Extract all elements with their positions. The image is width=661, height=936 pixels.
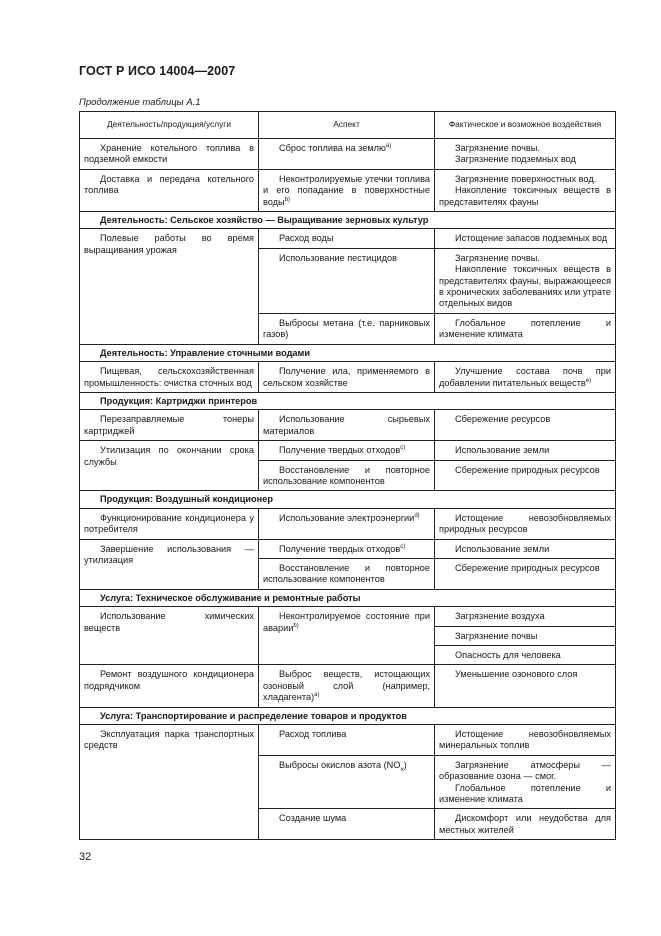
activity-cell: Утилизация по окончании срока службы: [80, 441, 259, 491]
aspect-cell: Использование пестицидов: [259, 248, 435, 313]
section-heading: Деятельность: Управление сточными водами: [80, 344, 616, 361]
aspect-cell: Получение ила, применяемого в сельском хозяйстве: [259, 362, 435, 393]
aspect-cell: Создание шума: [259, 809, 435, 840]
aspect-cell: Неконтролируемые утечки топлива и его попадание в поверхностные воды$^{b)}$: [259, 169, 435, 211]
table-row: [80, 169, 616, 211]
page-number: 32: [79, 851, 92, 863]
section-heading: Услуга: Техническое обслуживание и ремонтные работы: [80, 589, 616, 606]
aspect-cell: Использование сырьевых материалов: [259, 410, 435, 441]
impact-cell: Истощение запасов подземных вод: [435, 229, 616, 248]
impact-cell: Сбережение природных ресурсов: [435, 558, 616, 589]
activity-cell: Эксплуатация парка транспортных средств: [80, 725, 259, 840]
column-header: Аспект: [259, 112, 435, 139]
table-row: [80, 362, 616, 393]
section-heading: Продукция: Воздушный кондиционер: [80, 491, 616, 508]
impact-cell: Улучшение состава почв при добавлении питательных веществ$^{e)}$: [435, 362, 616, 393]
section-heading: Продукция: Картриджи принтеров: [80, 392, 616, 409]
section-heading: Деятельность: Сельское хозяйство — Выращивание зерновых культур: [80, 212, 616, 229]
activity-cell: Ремонт воздушного кондиционера подрядчиком: [80, 665, 259, 707]
impact-cell: Уменьшение озонового слоя: [435, 665, 616, 707]
impact-cell: Загрязнение поверхностных вод. Накопление токсичных веществ в представителях фауны: [435, 169, 616, 211]
impact-cell: Сбережение природных ресурсов: [435, 460, 616, 491]
activity-cell: Доставка и передача котельного топлива: [80, 169, 259, 211]
impact-cell: Дискомфорт или неудобства для местных жителей: [435, 809, 616, 840]
impact-cell: Загрязнение воздуха: [435, 607, 616, 626]
impact-cell: Сбережение ресурсов: [435, 410, 616, 441]
table-row: [80, 725, 616, 756]
impact-cell: Глобальное потепление и изменение климата: [435, 313, 616, 344]
aspect-cell: Сброс топлива на землю$^{a)}$: [259, 139, 435, 170]
impact-cell: Истощение невозобновляемых минеральных топлив: [435, 725, 616, 756]
activity-cell: Использование химических веществ: [80, 607, 259, 665]
aspect-cell: Расход воды: [259, 229, 435, 248]
impact-cell: Опасность для человека: [435, 646, 616, 665]
aspect-cell: Расход топлива: [259, 725, 435, 756]
aspect-cell: Использование электроэнергии$^{d)}$: [259, 508, 435, 539]
aspect-cell: Восстановление и повторное использование компонентов: [259, 558, 435, 589]
table-continuation-label: Продолжение таблицы А.1: [79, 97, 201, 108]
table-row: [80, 139, 616, 170]
aspect-cell: Получение твердых отходов$^{c)}$: [259, 539, 435, 558]
column-header: Фактическое и возможное воздействия: [435, 112, 616, 139]
activity-cell: Пищевая, сельскохозяйственная промышленность: очистка сточных вод: [80, 362, 259, 393]
table-row: [80, 607, 616, 626]
table-row: [80, 665, 616, 707]
column-header: Деятельность/продукция/услуги: [80, 112, 259, 139]
impact-cell: Загрязнение почвы: [435, 626, 616, 645]
aspect-cell: Получение твердых отходов$^{c)}$: [259, 441, 435, 460]
table-row: [80, 508, 616, 539]
impact-cell: Загрязнение почвы. Накопление токсичных веществ в представителях фауны, выражающееся в хронических заболеваниях или утрате отдельных видов: [435, 248, 616, 313]
impact-cell: Загрязнение почвы. Загрязнение подземных вод: [435, 139, 616, 170]
aspect-cell: Выбросы окислов азота $(NO_x)$: [259, 755, 435, 809]
activity-cell: Завершение использования — утилизация: [80, 539, 259, 589]
aspect-cell: Выброс веществ, истощающих озоновый слой (например, хладагента)$^{a)}$: [259, 665, 435, 707]
activity-cell: Хранение котельного топлива в подземной емкости: [80, 139, 259, 170]
aspects-table: [79, 111, 616, 840]
table-row: [80, 441, 616, 460]
aspect-cell: Выбросы метана (т.е. парниковых газов): [259, 313, 435, 344]
impact-cell: Истощение невозобновляемых природных ресурсов: [435, 508, 616, 539]
aspect-cell: Восстановление и повторное использование компонентов: [259, 460, 435, 491]
document-title: ГОСТ Р ИСО 14004—2007: [79, 64, 236, 78]
table-row: [80, 410, 616, 441]
impact-cell: Использование земли: [435, 441, 616, 460]
activity-cell: Функционирование кондиционера у потребителя: [80, 508, 259, 539]
impact-cell: Загрязнение атмосферы — образование озона — смог. Глобальное потепление и изменение климата: [435, 755, 616, 809]
table-header-row: [80, 112, 616, 139]
section-heading: Услуга: Транспортирование и распределение товаров и продуктов: [80, 707, 616, 724]
table-row: [80, 229, 616, 248]
table-row: [80, 539, 616, 558]
activity-cell: Перезаправляемые тонеры картриджей: [80, 410, 259, 441]
impact-cell: Использование земли: [435, 539, 616, 558]
aspect-cell: Неконтролируемое состояние при аварии$^{b)}$: [259, 607, 435, 665]
activity-cell: Полевые работы во время выращивания урожая: [80, 229, 259, 344]
